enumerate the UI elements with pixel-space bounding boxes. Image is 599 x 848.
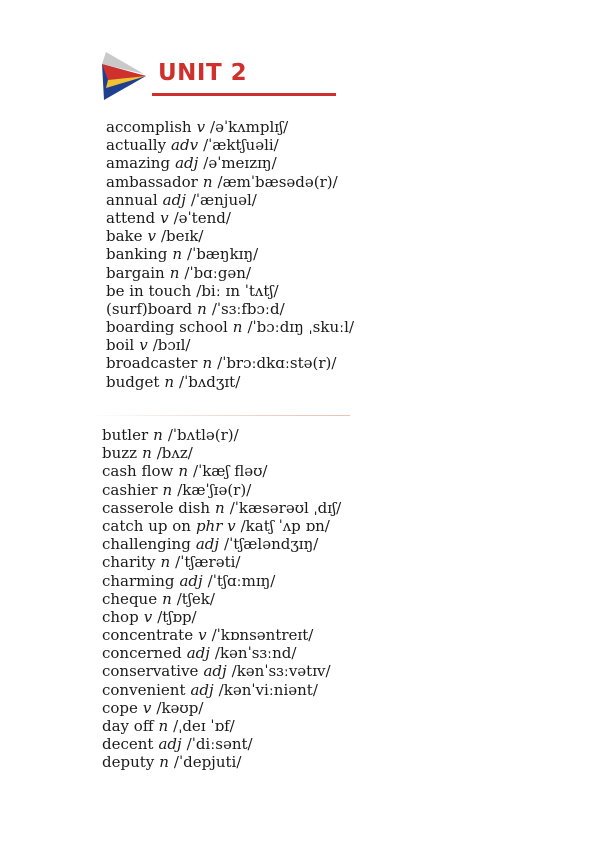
vocab-word: ambassador [106, 172, 198, 191]
part-of-speech: adj [195, 535, 220, 554]
vocab-entry [106, 154, 354, 172]
pronunciation: /biː ɪn ˈtʌtʃ/ [196, 281, 279, 300]
unit-title: UNIT 2 [158, 60, 248, 86]
pronunciation: /ˈdepjuti/ [173, 753, 242, 772]
vocab-entry [106, 336, 354, 354]
pronunciation: /əˈmeɪzɪŋ/ [203, 154, 277, 173]
part-of-speech: n [158, 717, 169, 735]
pronunciation: /ˈsɜːfbɔːd/ [211, 299, 285, 318]
pronunciation: /tʃɒp/ [157, 607, 197, 626]
part-of-speech: adj [179, 571, 203, 590]
pronunciation: /ˈbɑːgən/ [184, 263, 252, 282]
vocab-entry [102, 481, 341, 499]
vocab-word: cheque [102, 589, 158, 608]
pronunciation: /ˈtʃɑːmɪŋ/ [207, 571, 276, 590]
pronunciation: /ˈbrɔːdkɑːstə(r)/ [217, 354, 337, 373]
part-of-speech: n [159, 753, 169, 772]
page-divider [88, 415, 350, 416]
pronunciation: /ˈbʌdʒɪt/ [179, 372, 241, 391]
vocab-entry [106, 136, 354, 154]
vocab-word: challenging [102, 535, 191, 554]
part-of-speech: adv [171, 136, 199, 155]
pronunciation: /ˈbæŋkɪŋ/ [187, 245, 259, 264]
vocab-entry [106, 209, 354, 227]
part-of-speech: n [162, 480, 173, 499]
vocab-word: amazing [106, 154, 171, 173]
vocab-word: attend [106, 208, 156, 227]
part-of-speech: n [162, 589, 172, 608]
vocab-entry [102, 444, 341, 462]
part-of-speech: n [153, 426, 163, 444]
vocab-entry [102, 717, 341, 735]
part-of-speech: v [147, 227, 156, 246]
flag-logo-icon [100, 50, 150, 102]
vocab-entry [106, 264, 354, 282]
vocab-word: (surf)board [106, 299, 193, 318]
vocab-word: boarding school [106, 318, 228, 337]
vocab-entry [106, 118, 354, 136]
vocab-word: accomplish [106, 118, 192, 136]
part-of-speech: n [232, 318, 243, 337]
pronunciation: /ˈæktʃuəli/ [203, 136, 279, 155]
vocab-entry [102, 644, 341, 662]
vocab-entry [106, 227, 354, 245]
vocab-word: day off [102, 717, 154, 735]
vocab-entry [102, 590, 341, 608]
pronunciation: /ˌdeɪ ˈɒf/ [173, 717, 235, 735]
part-of-speech: n [202, 354, 213, 373]
pronunciation: /æmˈbæsədə(r)/ [217, 172, 338, 191]
pronunciation: /kənˈviːniənt/ [218, 680, 318, 699]
vocab-entry [106, 318, 354, 336]
part-of-speech: n [178, 462, 189, 481]
part-of-speech: adj [186, 644, 210, 663]
pronunciation: /kəʊp/ [156, 698, 204, 717]
vocab-entry [106, 300, 354, 318]
vocab-word: charity [102, 553, 156, 572]
part-of-speech: adj [203, 662, 227, 681]
vocab-word: cope [102, 698, 138, 717]
part-of-speech: adj [190, 680, 214, 699]
vocab-word: banking [106, 245, 168, 264]
part-of-speech: adj [175, 154, 199, 173]
pronunciation: /ˈtʃæləndʒɪŋ/ [224, 535, 319, 554]
vocab-entry [102, 662, 341, 680]
vocab-word: bake [106, 227, 143, 246]
pronunciation: /ˈdiːsənt/ [186, 735, 253, 754]
pronunciation: /ˈbɔːdɪŋ ˌskuːl/ [247, 318, 355, 337]
vocab-entry [106, 191, 354, 209]
part-of-speech: n [197, 299, 207, 318]
part-of-speech: v [139, 336, 148, 355]
vocab-entry [106, 173, 354, 191]
vocab-word: cashier [102, 480, 158, 499]
vocab-word: conservative [102, 662, 199, 681]
vocab-word: deputy [102, 753, 155, 772]
vocab-entry [106, 373, 354, 391]
pronunciation: /kənˈsɜːvətɪv/ [231, 662, 331, 681]
vocab-word: boil [106, 336, 135, 355]
vocab-word: actually [106, 136, 167, 155]
pronunciation: /əˈtend/ [173, 208, 231, 227]
pronunciation: /ˈtʃærəti/ [175, 553, 241, 572]
pronunciation: /kənˈsɜːnd/ [214, 644, 297, 663]
vocab-word: chop [102, 607, 139, 626]
pronunciation: /bɔɪl/ [152, 336, 191, 355]
pronunciation: /tʃek/ [176, 589, 215, 608]
vocab-entry [102, 608, 341, 626]
part-of-speech: n [169, 263, 180, 282]
vocab-word: charming [102, 571, 175, 590]
vocab-word: concentrate [102, 626, 194, 645]
pronunciation: /ˈænjuəl/ [190, 190, 257, 209]
vocab-entry [106, 282, 354, 300]
pronunciation: /katʃ ˈʌp ɒn/ [240, 516, 330, 535]
vocab-word: be in touch [106, 281, 192, 300]
vocab-entry [102, 699, 341, 717]
part-of-speech: v [160, 208, 169, 227]
pronunciation: /kæˈʃɪə(r)/ [177, 480, 252, 499]
part-of-speech: n [172, 245, 183, 264]
part-of-speech: adj [158, 735, 182, 754]
vocab-entry [102, 535, 341, 553]
part-of-speech: v [196, 118, 206, 136]
vocab-word: cash flow [102, 462, 174, 481]
vocab-entry [102, 626, 341, 644]
vocab-entry [102, 753, 341, 771]
vocab-entry [102, 517, 341, 535]
vocab-entry [106, 354, 354, 372]
part-of-speech: n [164, 372, 175, 391]
vocab-word: broadcaster [106, 354, 198, 373]
part-of-speech: n [215, 498, 225, 517]
part-of-speech: n [142, 444, 152, 463]
vocab-word: decent [102, 735, 154, 754]
vocab-entry [102, 572, 341, 590]
part-of-speech: v [142, 698, 152, 717]
part-of-speech: v [143, 607, 153, 626]
part-of-speech: phr v [195, 516, 236, 535]
part-of-speech: adj [162, 190, 186, 209]
vocab-entry [102, 426, 341, 444]
vocab-entry [102, 681, 341, 699]
part-of-speech: v [198, 626, 207, 645]
vocab-entry [106, 245, 354, 263]
part-of-speech: n [202, 172, 213, 191]
vocab-word: budget [106, 372, 160, 391]
vocab-word: bargain [106, 263, 165, 282]
vocab-entry [102, 553, 341, 571]
part-of-speech: n [160, 553, 171, 572]
pronunciation: /ˈkæʃ fləʊ/ [193, 462, 268, 481]
vocab-word: buzz [102, 444, 138, 463]
vocabulary-list-first [106, 118, 354, 391]
vocab-word: butler [102, 426, 149, 444]
title-underline [152, 93, 336, 96]
vocab-word: casserole dish [102, 498, 211, 517]
pronunciation: /ˈbʌtlə(r)/ [167, 426, 239, 444]
vocab-word: catch up on [102, 516, 191, 535]
pronunciation: /əˈkʌmplɪʃ/ [210, 118, 289, 136]
vocab-word: concerned [102, 644, 182, 663]
pronunciation: /ˈkɒnsəntreɪt/ [211, 626, 314, 645]
pronunciation: /beɪk/ [161, 227, 204, 246]
pronunciation: /ˈkæsərəʊl ˌdɪʃ/ [229, 498, 342, 517]
pronunciation: /bʌz/ [156, 444, 193, 463]
vocab-word: convenient [102, 680, 186, 699]
vocab-entry [102, 499, 341, 517]
vocab-word: annual [106, 190, 158, 209]
vocabulary-list-second [102, 426, 341, 772]
vocab-entry [102, 735, 341, 753]
vocab-entry [102, 462, 341, 480]
